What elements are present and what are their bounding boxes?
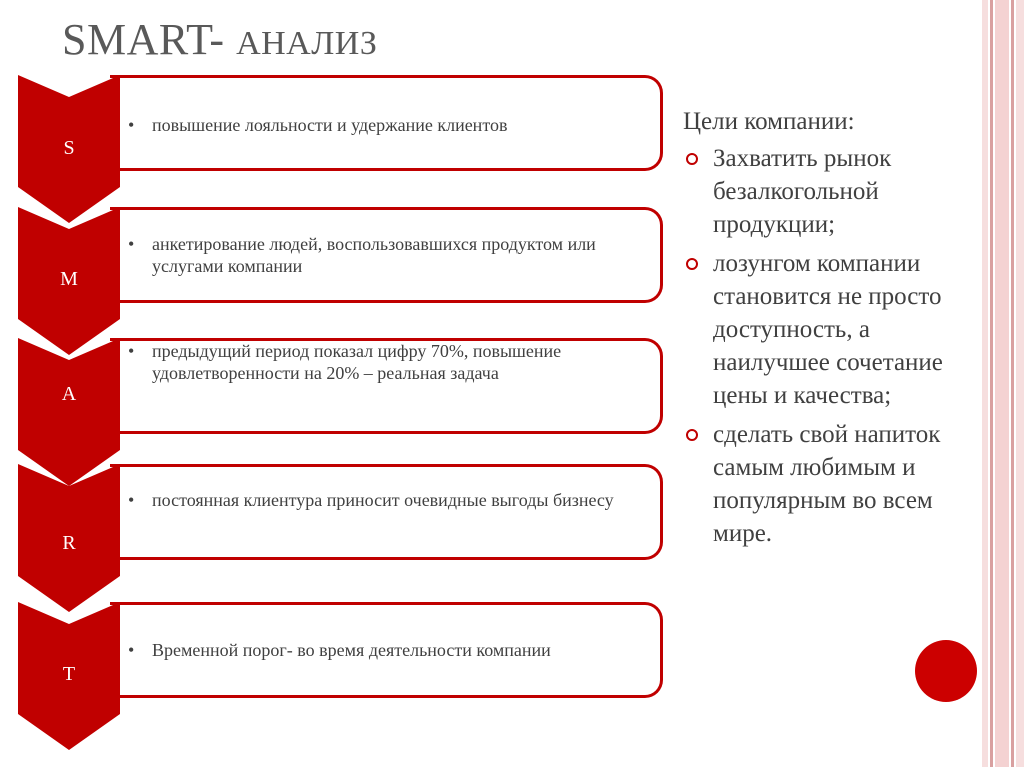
title-second: АНАЛИЗ (236, 25, 378, 62)
goal-item (683, 418, 983, 550)
row-text-s-content: повышение лояльности и удержание клиентов (152, 115, 508, 135)
row-text-m-content: анкетирование людей, воспользовавшихся продуктом или услугами компании (152, 234, 596, 276)
ring-bullet-icon (686, 429, 698, 441)
letter-a: A (61, 383, 77, 405)
goal-text: сделать свой напиток самым любимым и популярным во всем мире. (713, 421, 941, 547)
row-text-r-content: постоянная клиентура приносит очевидные выгоды бизнесу (152, 490, 614, 510)
row-text-t (128, 639, 658, 661)
company-goals (683, 108, 983, 556)
row-text-r (128, 489, 658, 511)
goals-heading: Цели компании: (683, 108, 855, 135)
goal-item (683, 142, 983, 241)
bullet: • (128, 640, 135, 660)
bullet: • (128, 341, 135, 361)
ring-bullet-icon (686, 258, 698, 270)
letter-s: S (63, 137, 75, 159)
ring-bullet-icon (686, 153, 698, 165)
decorative-circle (915, 640, 977, 702)
bullet: • (128, 234, 135, 254)
letter-t: T (62, 663, 76, 685)
row-box-r (110, 464, 663, 560)
goal-text: Захватить рынок безалкогольной продукции; (713, 145, 892, 238)
title-first: SMART- (62, 15, 225, 64)
row-text-a-content: предыдущий период показал цифру 70%, повышение удовлетворенности на 20% – реальная задача (152, 341, 562, 383)
bullet: • (128, 115, 135, 135)
row-text-a (128, 340, 658, 384)
letter-m: M (60, 268, 78, 290)
letter-r: R (62, 532, 76, 554)
goal-text: лозунгом компании становится не просто доступность, а наилучшее сочетание цены и качества; (713, 250, 943, 409)
bullet: • (128, 490, 135, 510)
row-text-s (128, 114, 658, 136)
row-text-m (128, 233, 658, 277)
row-text-t-content: Временной порог- во время деятельности компании (152, 640, 551, 660)
goal-item (683, 247, 983, 412)
decorative-stripes (982, 0, 1024, 767)
